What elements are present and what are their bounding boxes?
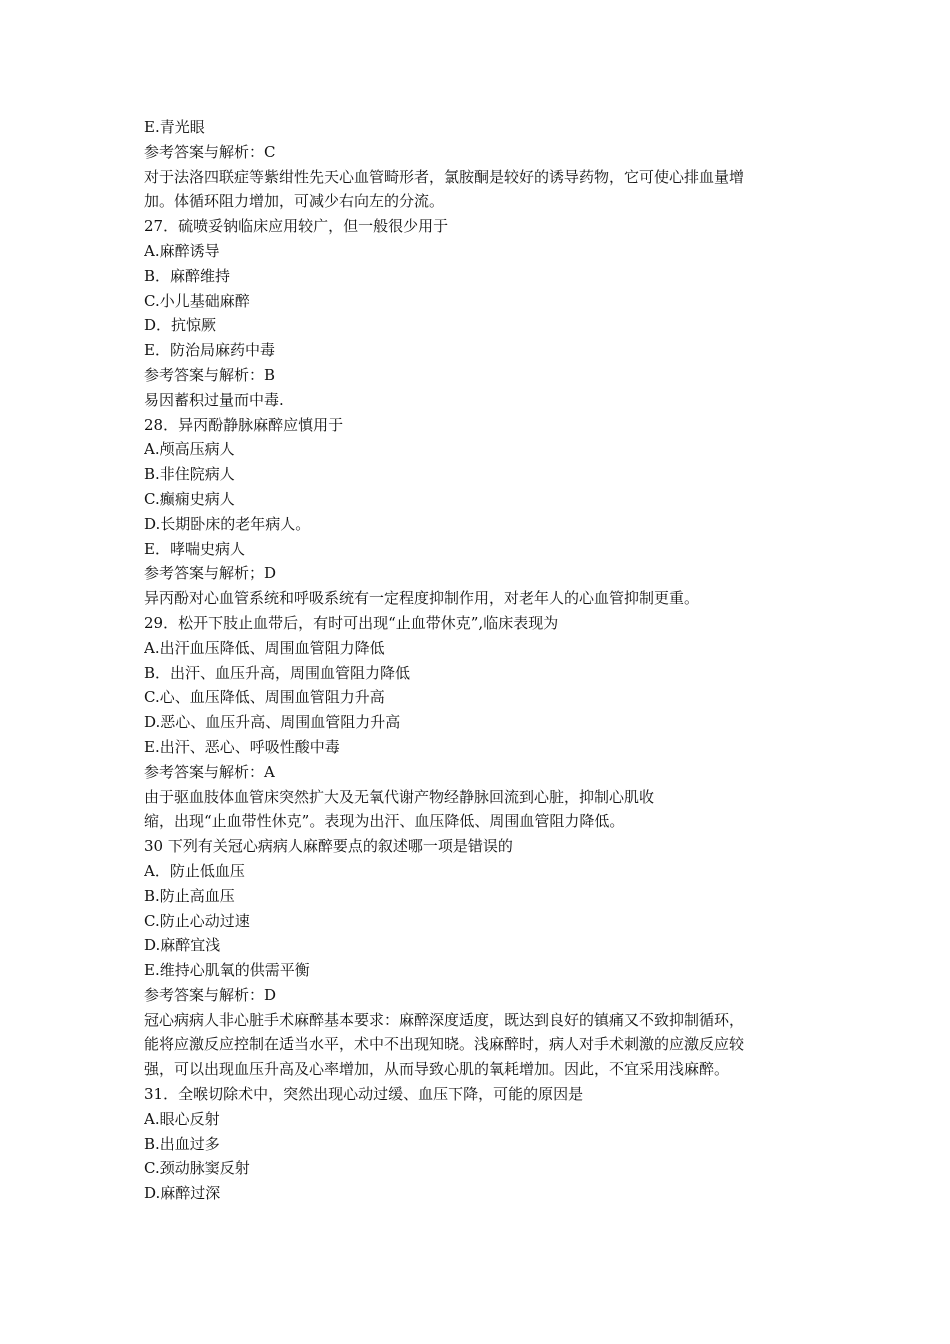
explanation-line: 由于驱血肢体血管床突然扩大及无氧代谢产物经静脉回流到心脏，抑制心肌收 bbox=[144, 787, 655, 806]
option-line: E.出汗、恶心、呼吸性酸中毒 bbox=[144, 737, 340, 756]
answer-line: 参考答案与解析：B bbox=[144, 365, 276, 384]
option-line: B.非住院病人 bbox=[144, 465, 235, 484]
option-line: B．麻醉维持 bbox=[144, 266, 231, 285]
option-line: D.麻醉宜浅 bbox=[144, 936, 221, 955]
explanation-line: 对于法洛四联症等紫绀性先天心血管畸形者，氯胺酮是较好的诱导药物，它可使心排血量增 bbox=[144, 167, 745, 186]
option-line: D.长期卧床的老年病人。 bbox=[144, 514, 311, 533]
answer-line: 参考答案与解析：A bbox=[144, 762, 275, 781]
explanation-line: 加。体循环阻力增加，可减少右向左的分流。 bbox=[144, 192, 445, 211]
option-line: A.颅高压病人 bbox=[144, 440, 235, 459]
option-line: C.癫痫史病人 bbox=[144, 489, 235, 508]
option-line: C.防止心动过速 bbox=[144, 911, 250, 930]
option-line: D.麻醉过深 bbox=[144, 1184, 221, 1203]
answer-line: 参考答案与解析：D bbox=[144, 985, 277, 1004]
option-line: A.麻醉诱导 bbox=[144, 241, 220, 260]
option-line: B.出血过多 bbox=[144, 1134, 220, 1153]
option-line: A.出汗血压降低、周围血管阻力降低 bbox=[144, 638, 385, 657]
explanation-line: 强，可以出现血压升高及心率增加，从而导致心肌的氧耗增加。因此，不宜采用浅麻醉。 bbox=[144, 1060, 730, 1079]
question-28: 28．异丙酚静脉麻醉应慎用于 bbox=[144, 415, 344, 434]
answer-line: 参考答案与解析：C bbox=[144, 142, 276, 161]
option-line: D.恶心、血压升高、周围血管阻力升高 bbox=[144, 713, 401, 732]
option-line: E．防治局麻药中毒 bbox=[144, 341, 275, 360]
option-line: A.眼心反射 bbox=[144, 1109, 220, 1128]
question-31: 31．全喉切除术中，突然出现心动过缓、血压下降，可能的原因是 bbox=[144, 1085, 584, 1104]
option-line: A．防止低血压 bbox=[144, 861, 245, 880]
document-page bbox=[144, 115, 824, 1206]
option-line: C.颈动脉窦反射 bbox=[144, 1159, 250, 1178]
option-line: C.小儿基础麻醉 bbox=[144, 291, 250, 310]
explanation-line: 能将应激反应控制在适当水平，术中不出现知晓。浅麻醉时，病人对手术刺激的应激反应较 bbox=[144, 1035, 745, 1054]
option-line: E．哮喘史病人 bbox=[144, 539, 245, 558]
explanation-line: 冠心病病人非心脏手术麻醉基本要求：麻醉深度适度，既达到良好的镇痛又不致抑制循环， bbox=[144, 1010, 745, 1029]
question-30: 30 下列有关冠心病病人麻醉要点的叙述哪一项是错误的 bbox=[144, 837, 513, 856]
question-27: 27．硫喷妥钠临床应用较广，但一般很少用于 bbox=[144, 217, 449, 236]
question-29: 29．松开下肢止血带后，有时可出现“止血带休克”,临床表现为 bbox=[144, 613, 559, 632]
explanation-line: 易因蓄积过量而中毒. bbox=[144, 390, 284, 409]
explanation-line: 异丙酚对心血管系统和呼吸系统有一定程度抑制作用，对老年人的心血管抑制更重。 bbox=[144, 589, 700, 608]
option-line: B．出汗、血压升高，周围血管阻力降低 bbox=[144, 663, 411, 682]
option-line: D．抗惊厥 bbox=[144, 316, 217, 335]
option-line: E.维持心肌氧的供需平衡 bbox=[144, 961, 310, 980]
answer-line: 参考答案与解析；D bbox=[144, 564, 277, 583]
option-line: C.心、血压降低、周围血管阻力升高 bbox=[144, 688, 385, 707]
explanation-line: 缩，出现“止血带性休克”。表现为出汗、血压降低、周围血管阻力降低。 bbox=[144, 812, 625, 831]
option-line: B.防止高血压 bbox=[144, 886, 235, 905]
text-line: E.青光眼 bbox=[144, 118, 205, 136]
